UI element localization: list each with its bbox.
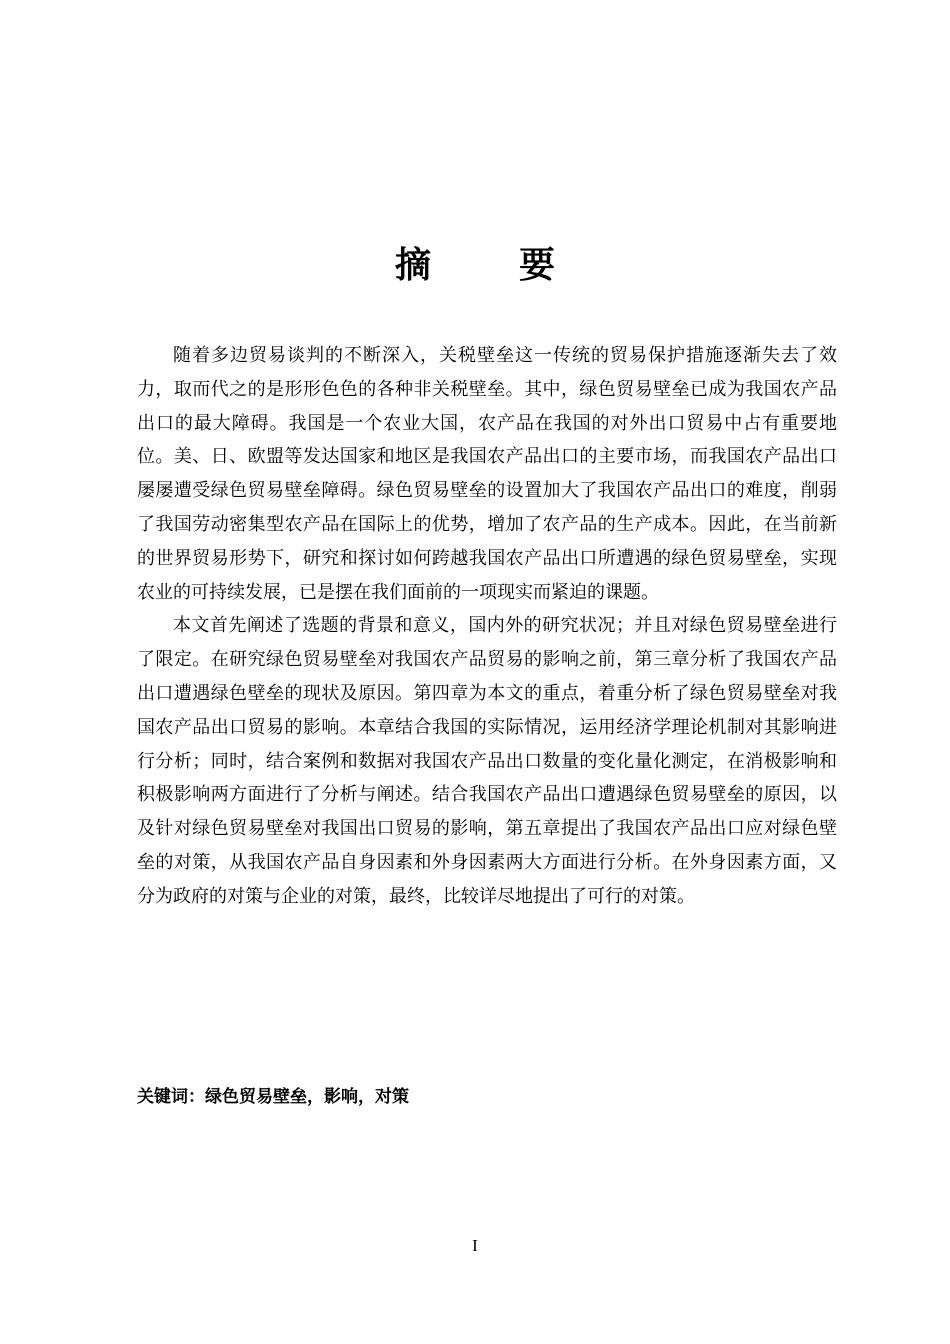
page-number: I (472, 1236, 478, 1255)
abstract-paragraph-2: 本文首先阐述了选题的背景和意义，国内外的研究状况；并且对绿色贸易壁垒进行了限定。在研究绿色贸易壁垒对我国农产品贸易的影响之前，第三章分析了我国农产品出口遭遇绿色壁垒的现状及原因。第四章为本文的重点，着重分析了绿色贸易壁垒对我国农产品出口贸易的影响。本章结合我国的实际情况，运用经济学理论机制对其影响进行分析；同时，结合案例和数据对我国农产品出口数量的变化量化测定，在消极影响和积极影响两方面进行了分析与阐述。结合我国农产品出口遭遇绿色贸易壁垒的原因，以及针对绿色贸易壁垒对我国出口贸易的影响，第五章提出了我国农产品出口应对绿色壁垒的对策，从我国农产品自身因素和外身因素两大方面进行分析。在外身因素方面，又分为政府的对策与企业的对策，最终，比较详尽地提出了可行的对策。 (137, 615, 837, 907)
abstract-paragraph-1: 随着多边贸易谈判的不断深入，关税壁垒这一传统的贸易保护措施逐渐失去了效力，取而代之的是形形色色的各种非关税壁垒。其中，绿色贸易壁垒已成为我国农产品出口的最大障碍。我国是一个农业大国，农产品在我国的对外出口贸易中占有重要地位。美、日、欧盟等发达国家和地区是我国农产品出口的主要市场，而我国农产品出口屡屡遭受绿色贸易壁垒障碍。绿色贸易壁垒的设置加大了我国农产品出口的难度，削弱了我国劳动密集型农产品在国际上的优势，增加了农产品的生产成本。因此，在当前新的世界贸易形势下，研究和探讨如何跨越我国农产品出口所遭遇的绿色贸易壁垒，实现农业的可持续发展，已是摆在我们面前的一项现实而紧迫的课题。 (137, 345, 837, 603)
page-title: 摘要 (394, 245, 643, 286)
abstract-body (137, 339, 837, 914)
keywords-line: 关键词：绿色贸易壁垒，影响，对策 (137, 1087, 409, 1107)
